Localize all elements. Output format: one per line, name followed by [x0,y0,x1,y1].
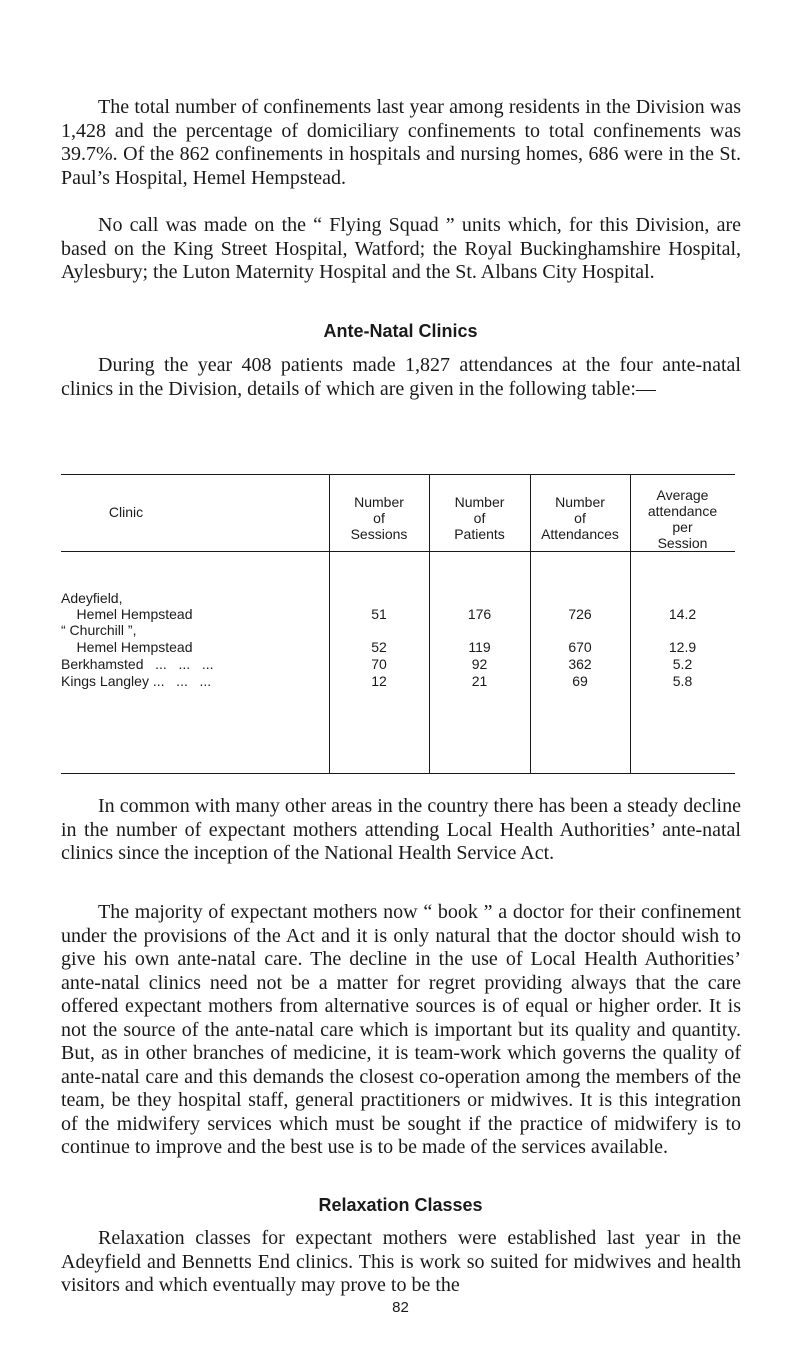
header-patients: Number of Patients [454,494,505,542]
paragraph-flying-squad [61,214,741,285]
cell-patients: 176 [467,606,492,622]
cell-sessions: 12 [371,673,387,689]
table-top-rule [61,474,735,475]
page-number: 82 [392,1299,409,1316]
row-clinic-name: Hemel Hempstead [61,606,193,622]
cell-patients: 119 [468,639,491,655]
cell-average: 14.2 [668,606,697,622]
cell-average: 5.2 [672,656,693,672]
cell-average: 12.9 [668,639,697,655]
table-bottom-rule [61,773,735,774]
cell-sessions: 51 [371,606,387,622]
paragraph-text: The majority of expectant mothers now “ book ” a doctor for their confinement under the provisions of the Act and it is only natural that the doctor should wish to give his own ante-natal care. The decline in the use of Local Health Authorities’ ante-natal clinics need not be a matter for regret providing always that the care offered expectant mothers from alternative sources is of equal or higher order. It is not the source of the ante-natal care which is important but its quality and quantity. But, as in other branches of medicine, it is team-work which governs the quality of ante-natal care and this demands the closest co-operation among the members of the team, be they hospital staff, general practitioners or midwives. It is this integration of the midwifery services which must be sought if the practice of midwifery is to continue to improve and the best use is to be made of the services available. [61,901,741,1158]
paragraph-text: The total number of confinements last year among residents in the Division was 1,428 and the percentage of domiciliary confinements to total confinements was 39.7%. Of the 862 confinements in hospitals and nursing homes, 686 were in the St. Paul’s Hospital, Hemel Hempstead. [61,96,741,189]
paragraph-text: During the year 408 patients made 1,827 attendances at the four ante-natal clinics in the Division, details of which are given in the following table:— [61,354,741,400]
table-header-rule [61,551,735,552]
row-clinic-name: Adeyfield, [61,590,123,606]
row-clinic-name: “ Churchill ”, [61,622,137,638]
header-attendances: Number of Attendances [541,494,619,542]
cell-attendances: 69 [572,673,588,689]
cell-sessions: 70 [371,656,387,672]
row-clinic-name: Kings Langley ... ... ... [61,673,212,689]
cell-attendances: 362 [568,656,592,672]
cell-attendances: 726 [568,606,592,622]
row-clinic-name: Hemel Hempstead [61,639,193,655]
cell-average: 5.8 [672,673,693,689]
header-sessions: Number of Sessions [350,494,408,542]
paragraph-relaxation [61,1227,741,1298]
cell-patients: 21 [471,673,488,689]
paragraph-text: In common with many other areas in the country there has been a steady decline in the number of expectant mothers attending Local Health Authorities’ ante-natal clinics since the inception of the National Health Service Act. [61,795,741,864]
clinic-attendance-table [61,474,735,774]
heading-ante-natal-clinics: Ante-Natal Clinics [323,321,478,341]
cell-attendances: 670 [568,639,592,655]
paragraph-decline [61,795,741,866]
row-clinic-name: Berkhamsted ... ... ... [61,656,214,672]
heading-relaxation-classes: Relaxation Classes [318,1195,483,1215]
cell-sessions: 52 [371,639,387,655]
paragraph-confinements [61,96,741,190]
paragraph-text: No call was made on the “ Flying Squad ” units which, for this Division, are based on the King Street Hospital, Watford; the Royal Buckinghamshire Hospital, Aylesbury; the Luton Maternity Hospital and the St. Albans City Hospital. [61,214,741,283]
paragraph-ante-natal-intro [61,354,741,401]
paragraph-majority [61,901,741,1160]
header-average: Average attendance per Session [647,487,718,551]
paragraph-text: Relaxation classes for expectant mothers were established last year in the Adeyfield and Bennetts End clinics. This is work so suited for midwives and health visitors and which eventually may prove to be the [61,1227,741,1296]
header-clinic: Clinic [108,504,144,520]
cell-patients: 92 [471,656,488,672]
